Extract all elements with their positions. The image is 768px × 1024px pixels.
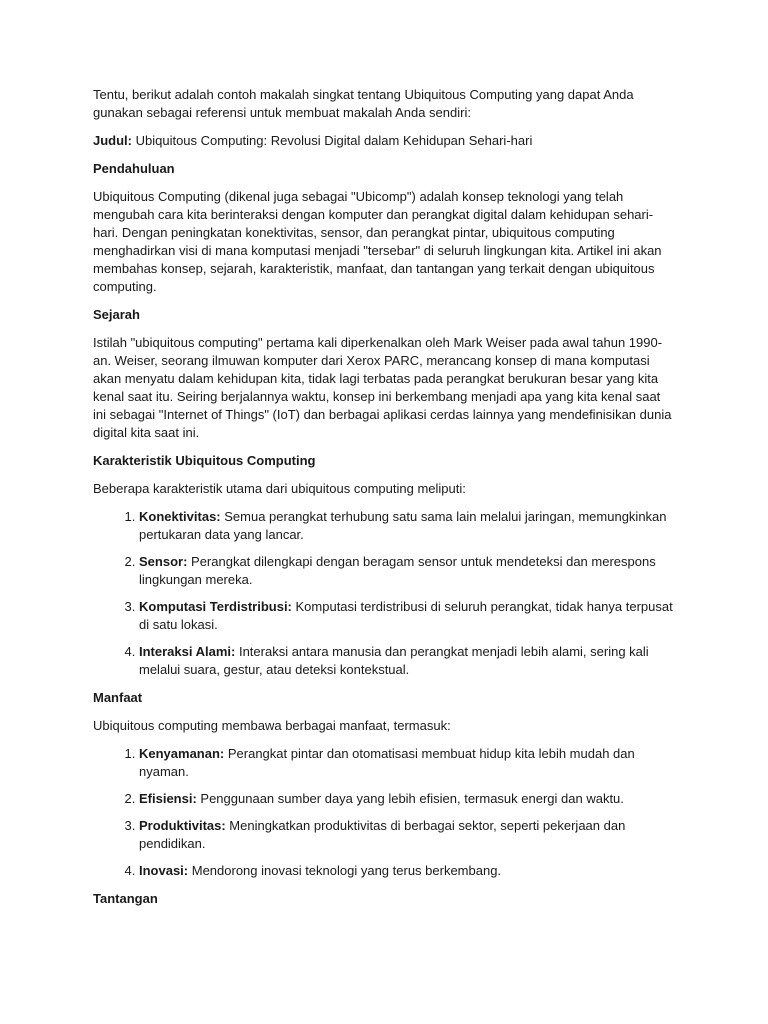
title-text: Ubiquitous Computing: Revolusi Digital dalam Kehidupan Sehari-hari bbox=[132, 133, 533, 148]
list-item-label: Inovasi: bbox=[139, 863, 189, 878]
list-item bbox=[139, 598, 675, 634]
list-item-label: Komputasi Terdistribusi: bbox=[139, 599, 292, 614]
heading-pendahuluan: Pendahuluan bbox=[93, 161, 175, 176]
list-item-text: Perangkat dilengkapi dengan beragam sensor untuk mendeteksi dan merespons lingkungan mereka. bbox=[139, 554, 656, 587]
list-item-text: Perangkat pintar dan otomatisasi membuat hidup kita lebih mudah dan nyaman. bbox=[139, 746, 635, 779]
list-item-text: Interaksi antara manusia dan perangkat menjadi lebih alami, sering kali melalui suara, gestur, atau deteksi kontekstual. bbox=[139, 644, 649, 677]
list-item bbox=[139, 790, 675, 808]
karakteristik-list bbox=[93, 508, 675, 679]
list-item bbox=[139, 643, 675, 679]
list-item-text: Meningkatkan produktivitas di berbagai sektor, seperti pekerjaan dan pendidikan. bbox=[139, 818, 626, 851]
list-item-label: Sensor: bbox=[139, 554, 188, 569]
list-item bbox=[139, 862, 675, 880]
pendahuluan-paragraph: Ubiquitous Computing (dikenal juga sebagai "Ubicomp") adalah konsep teknologi yang telah mengubah cara kita berinteraksi dengan komputer dan perangkat digital dalam kehidupan sehari-hari. Dengan peningkatan konektivitas, sensor, dan perangkat pintar, ubiquitous computing menghadirkan visi di mana komputasi menjadi "tersebar" di seluruh lingkungan kita. Artikel ini akan membahas konsep, sejarah, karakteristik, manfaat, dan tantangan yang terkait dengan ubiquitous computing. bbox=[93, 189, 662, 294]
list-item-label: Efisiensi: bbox=[139, 791, 197, 806]
list-item-label: Konektivitas: bbox=[139, 509, 221, 524]
sejarah-paragraph: Istilah "ubiquitous computing" pertama kali diperkenalkan oleh Mark Weiser pada awal tahun 1990-an. Weiser, seorang ilmuwan komputer dari Xerox PARC, merancang konsep di mana komputasi akan menyatu dalam kehidupan kita, tidak lagi terbatas pada perangkat berukuran besar yang kita kenal saat itu. Seiring berjalannya waktu, konsep ini berkembang menjadi apa yang kita kenal saat ini sebagai "Internet of Things" (IoT) dan berbagai aplikasi cerdas lainnya yang mendefinisikan dunia digital kita saat ini. bbox=[93, 335, 672, 440]
document-page bbox=[93, 86, 675, 918]
manfaat-list bbox=[93, 745, 675, 880]
title-label: Judul: bbox=[93, 133, 132, 148]
list-item bbox=[139, 553, 675, 589]
list-item-text: Penggunaan sumber daya yang lebih efisien, termasuk energi dan waktu. bbox=[196, 791, 624, 806]
list-item bbox=[139, 745, 675, 781]
heading-tantangan: Tantangan bbox=[93, 891, 158, 906]
list-item-text: Mendorong inovasi teknologi yang terus berkembang. bbox=[188, 863, 502, 878]
karakteristik-intro: Beberapa karakteristik utama dari ubiquitous computing meliputi: bbox=[93, 481, 466, 496]
list-item-text: Komputasi terdistribusi di seluruh perangkat, tidak hanya terpusat di satu lokasi. bbox=[139, 599, 673, 632]
list-item bbox=[139, 508, 675, 544]
heading-manfaat: Manfaat bbox=[93, 690, 143, 705]
list-item-label: Kenyamanan: bbox=[139, 746, 225, 761]
list-item-text: Semua perangkat terhubung satu sama lain melalui jaringan, memungkinkan pertukaran data yang lancar. bbox=[139, 509, 667, 542]
list-item-label: Produktivitas: bbox=[139, 818, 226, 833]
list-item-label: Interaksi Alami: bbox=[139, 644, 236, 659]
title-line bbox=[93, 132, 675, 150]
intro-paragraph: Tentu, berikut adalah contoh makalah singkat tentang Ubiquitous Computing yang dapat Anda gunakan sebagai referensi untuk membuat makalah Anda sendiri: bbox=[93, 87, 634, 120]
heading-sejarah: Sejarah bbox=[93, 307, 140, 322]
list-item bbox=[139, 817, 675, 853]
manfaat-intro: Ubiquitous computing membawa berbagai manfaat, termasuk: bbox=[93, 718, 451, 733]
heading-karakteristik: Karakteristik Ubiquitous Computing bbox=[93, 453, 316, 468]
